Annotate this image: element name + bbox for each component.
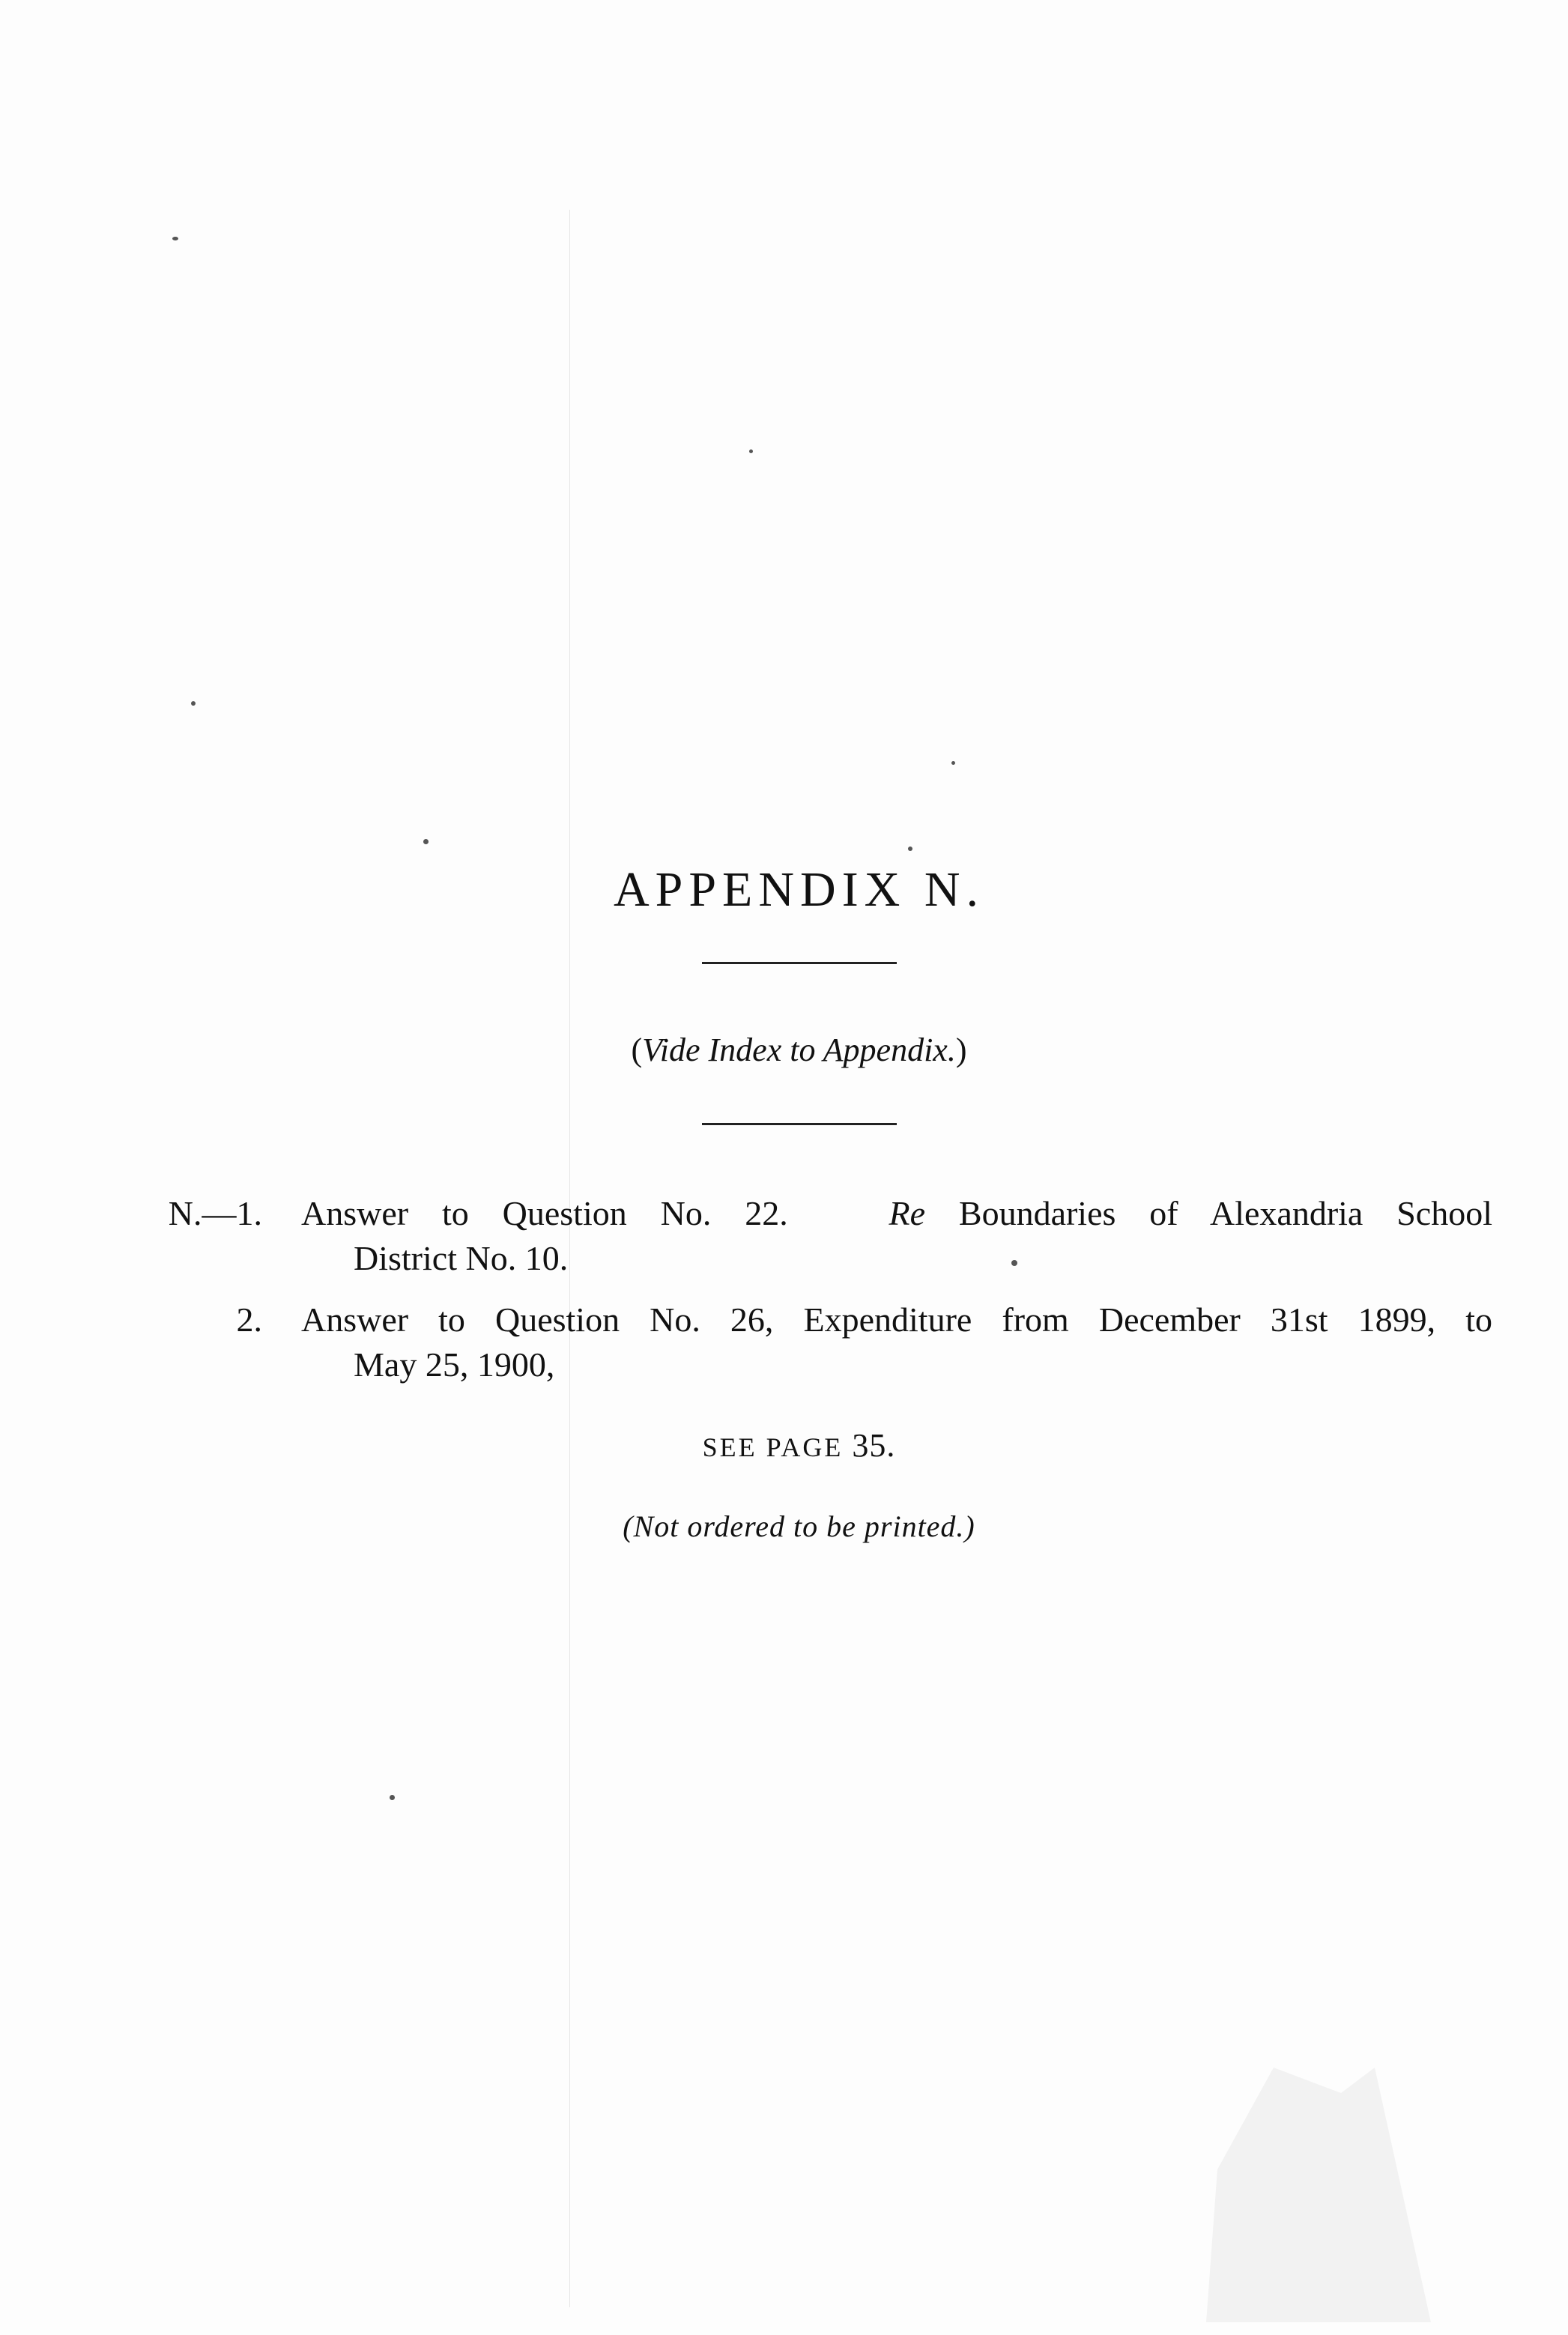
scan-speck [908,847,912,851]
item-line-2: May 25, 1900, [354,1345,555,1384]
see-page-note [0,1426,1568,1465]
item-line-2: District No. 10. [354,1239,569,1277]
scan-speck [749,449,753,453]
vide-text: Vide Index to Appendix. [642,1032,956,1068]
not-ordered-note: (Not ordered to be printed.) [623,1509,975,1543]
vide-open-paren: ( [631,1032,643,1068]
see-page-label: SEE PAGE [702,1432,844,1462]
title-rule [702,962,897,964]
scan-speck [191,701,196,706]
item-line-1-after: Boundaries of Alexandria School [958,1194,1493,1232]
item-number: 2. [236,1300,262,1339]
scan-speck [423,839,429,844]
item-number: N.—1. [168,1194,262,1232]
vide-rule [702,1123,897,1125]
vide-close-paren: ) [955,1032,967,1068]
page-title: APPENDIX N. [613,862,985,917]
item-text [301,1297,1492,1342]
vide-reference [0,1031,1568,1069]
item-line-1-before: Answer to Question No. 22. [301,1194,788,1232]
item-line-1-italic: Re [889,1194,925,1232]
list-item [0,1191,1568,1288]
page-shadow [1206,2068,1431,2322]
scan-speck [172,237,178,240]
item-text [301,1191,1492,1236]
scan-speck [390,1795,395,1800]
see-page-number: 35. [852,1427,896,1464]
scan-speck [951,761,955,765]
list-item [0,1297,1568,1395]
item-line-1: Answer to Question No. 26, Expenditure from December 31st 1899, to [301,1300,1492,1339]
item-line-1 [301,1191,1492,1236]
